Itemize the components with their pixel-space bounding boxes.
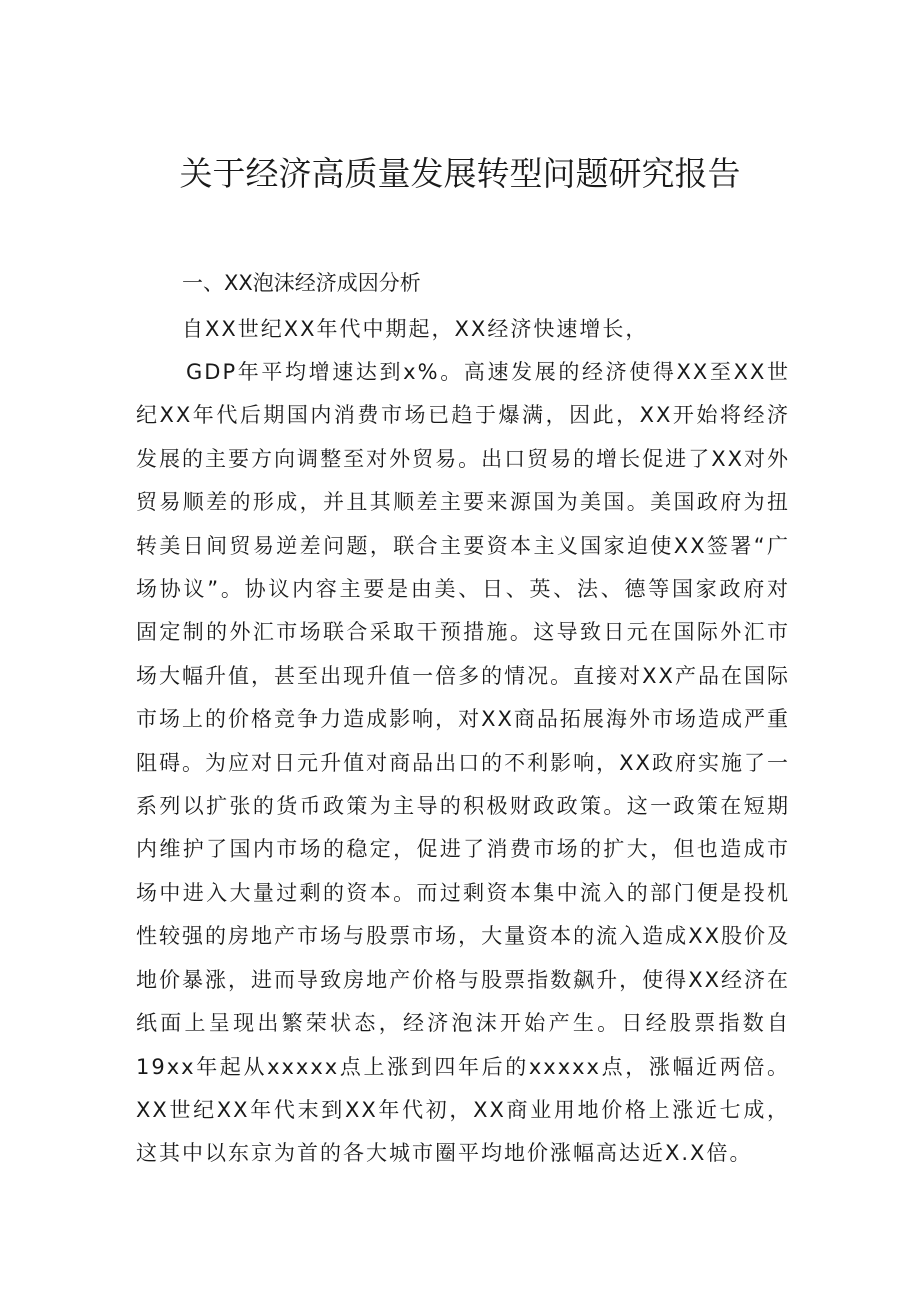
document-title: 关于经济高质量发展转型问题研究报告 [179, 154, 741, 193]
section-heading: 一、XX泡沫经济成因分析 [182, 271, 421, 295]
paragraph-intro: 自XX世纪XX年代中期起，XX经济快速增长， [182, 317, 649, 341]
paragraph-body: GDP年平均增速达到x%。高速发展的经济使得XX至XX世纪XX年代后期国内消费市场已趋于爆满，因此，XX开始将经济发展的主要方向调整至对外贸易。出口贸易的增长促进了XX对外贸易顺差的形成，并且其顺差主要来源国为美国。美国政府为扭转美日间贸易逆差问题，联合主要资本主义国家迫使XX签署“广场协议”。协议内容主要是由美、日、英、法、德等国家政府对固定制的外汇市场联合采取干预措施。这导致日元在国际外汇市场大幅升值，甚至出现升值一倍多的情况。直接对XX产品在国际市场上的价格竞争力造成影响，对XX商品拓展海外市场造成严重阻碍。为应对日元升值对商品出口的不利影响，XX政府实施了一系列以扩张的货币政策为主导的积极财政政策。这一政策在短期内维护了国内市场的稳定，促进了消费市场的扩大，但也造成市场中进入大量过剩的资本。而过剩资本集中流入的部门便是投机性较强的房地产市场与股票市场，大量资本的流入造成XX股价及地价暴涨，进而导致房地产价格与股票指数飙升，使得XX经济在纸面上呈现出繁荣状态，经济泡沫开始产生。日经股票指数自19xx年起从xxxxx点上涨到四年后的xxxxx点，涨幅近两倍。XX世纪XX年代末到XX年代初，XX商业用地价格上涨近七成，这其中以东京为首的各大城市圈平均地价涨幅高达近X.X倍。 [136, 360, 790, 1166]
